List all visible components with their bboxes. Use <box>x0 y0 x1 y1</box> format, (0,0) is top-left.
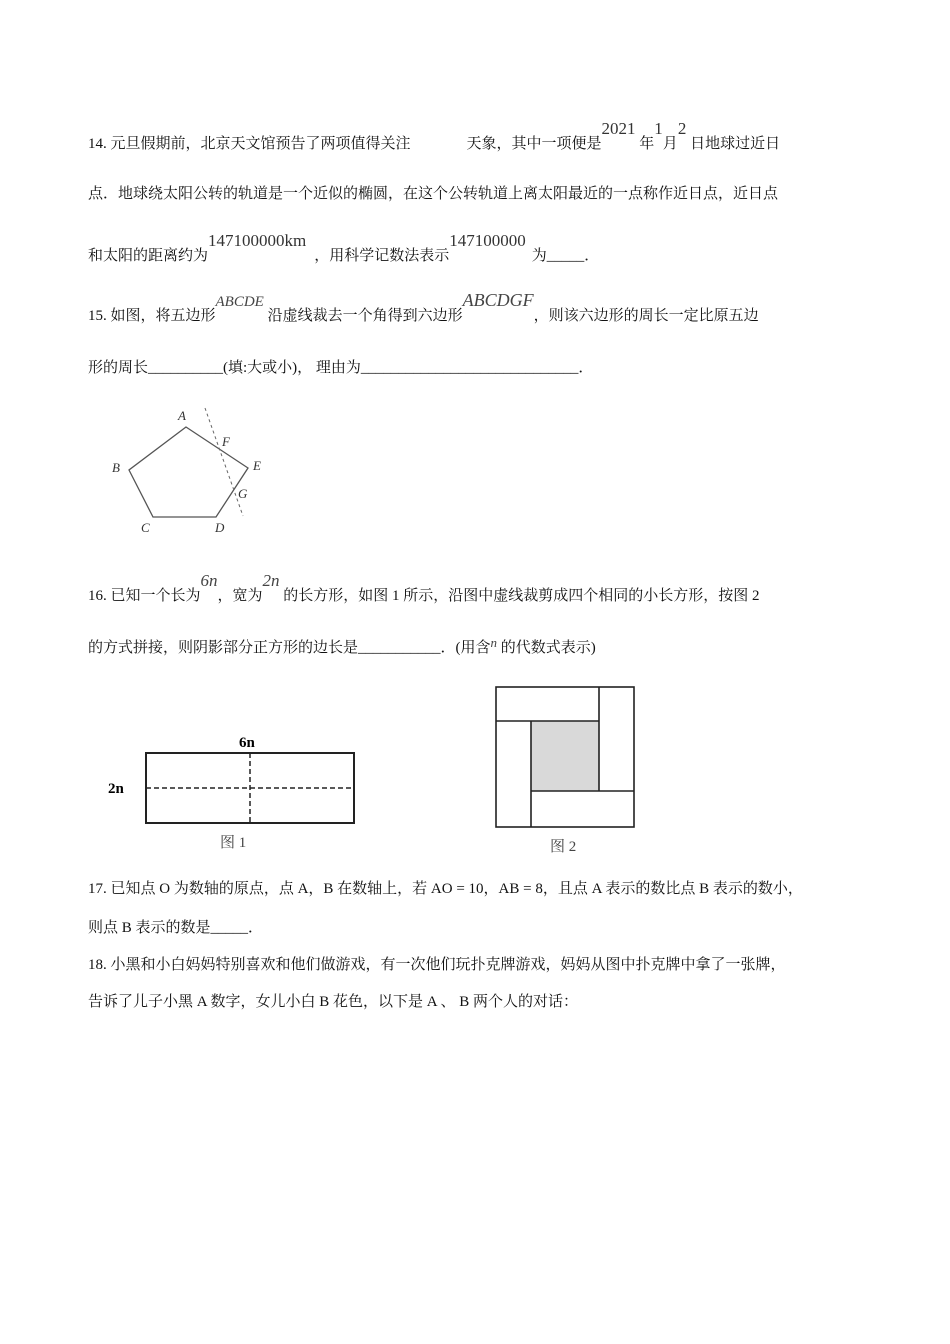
q17-line2: 则点 B 表示的数是_____． <box>88 920 264 936</box>
q18-line1: 18. 小黑和小白妈妈特别喜欢和他们做游戏，有一次他们玩扑克牌游戏，妈妈从图中扑克牌中拿了一张牌， <box>88 957 786 973</box>
label-f: F <box>222 434 230 449</box>
label-c: C <box>141 520 150 535</box>
fig1-top-label: 6n <box>239 735 255 751</box>
label-d: D <box>215 520 225 535</box>
figure-2 <box>490 683 640 858</box>
q15-line1: 15. 如图，将五边形ABCDE 沿虚线裁去一个角得到六边形ABCDGF，则该六边形的周长一定比原五边 <box>88 290 759 324</box>
q18-line2: 告诉了儿子小黑 A 数字，女儿小白 B 花色，以下是 A 、 B 两个人的对话： <box>88 994 579 1010</box>
q14-line3: 和太阳的距离约为147100000km，用科学记数法表示147100000为_____． <box>88 231 600 264</box>
q15-line2: 形的周长__________(填:大或小)， 理由为_____________________________． <box>88 360 594 376</box>
q14-line2: 点．地球绕太阳公转的轨道是一个近似的椭圆，在这个公转轨道上离太阳最近的一点称作近日点，近日点 <box>88 186 779 202</box>
q14-line1: 14. 元旦假期前，北京天文馆预告了两项值得关注 天象，其中一项便是2021 年1月2 日地球过近日 <box>88 119 781 152</box>
label-g: G <box>238 486 248 501</box>
fig2-caption: 图 2 <box>550 839 577 855</box>
q16-line2: 的方式拼接，则阴影部分正方形的边长是___________．(用含n 的代数式表示) <box>88 635 596 656</box>
pentagon-figure <box>100 400 280 540</box>
label-a: A <box>178 408 186 423</box>
fig1-side-label: 2n <box>108 781 124 797</box>
q16-line1: 16. 已知一个长为6n，宽为2n 的长方形，如图 1 所示，沿图中虚线裁剪成四个相同的小长方形，按图 2 <box>88 571 760 604</box>
figure-1 <box>100 725 370 855</box>
pentagon-shape <box>129 427 248 517</box>
q17-line1: 17. 已知点 O 为数轴的原点，点 A，B 在数轴上，若 AO = 10，AB = 8，且点 A 表示的数比点 B 表示的数小， <box>88 881 803 897</box>
label-b: B <box>112 460 120 475</box>
fig1-caption: 图 1 <box>220 835 247 851</box>
label-e: E <box>253 458 261 473</box>
shaded-square <box>531 721 599 791</box>
